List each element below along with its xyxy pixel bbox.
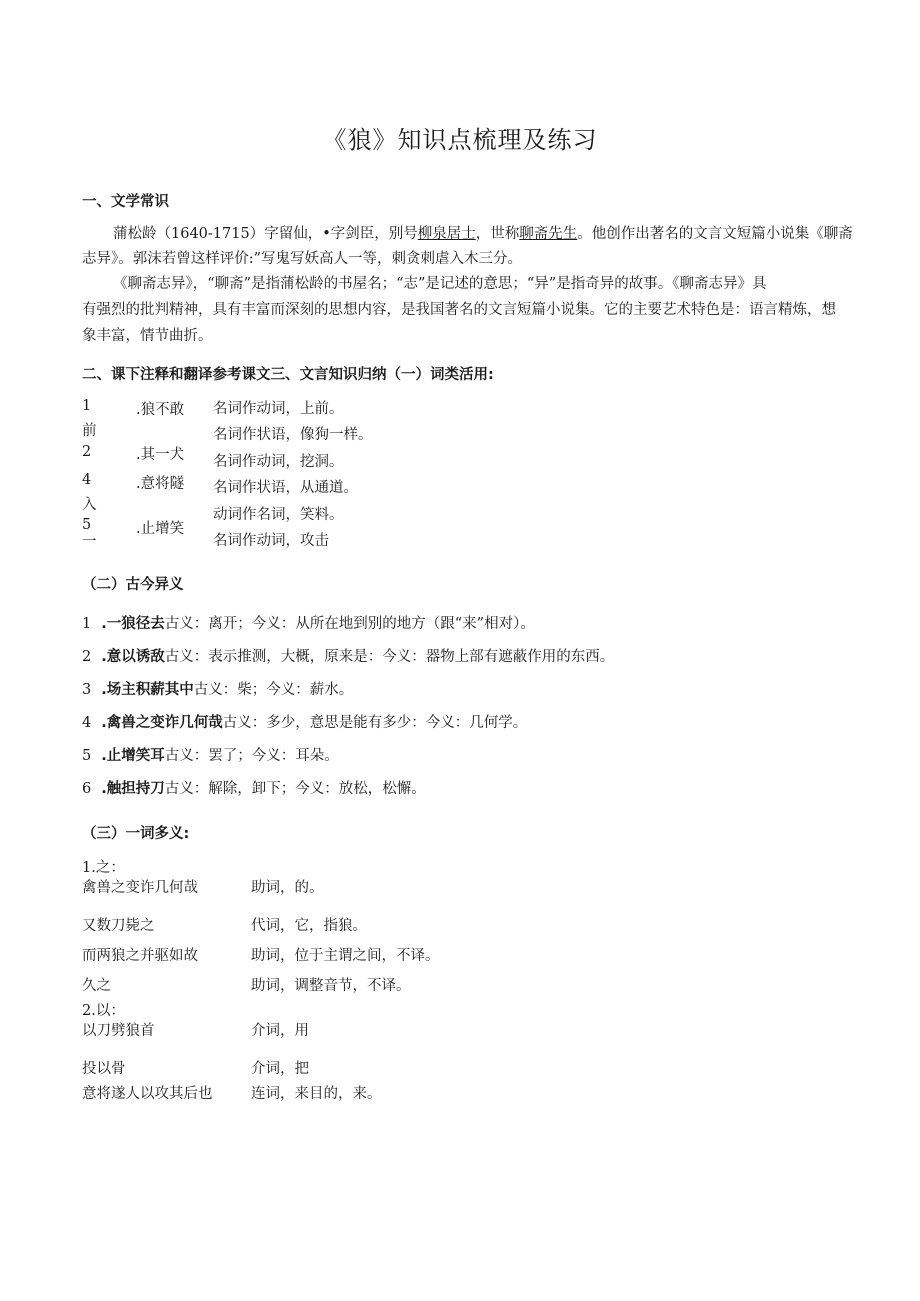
item-number: 3	[82, 682, 92, 698]
polysemy-group-label: 1.之：	[82, 860, 125, 876]
wordclass-meaning: 名词作动词，挖洞。	[213, 454, 344, 470]
honorific-name: 聊斋先生	[519, 226, 578, 242]
item-phrase: .一狼径去	[101, 616, 165, 632]
polysemy-phrase: 意将遂人以攻其后也	[82, 1086, 213, 1102]
polysemy-meaning: 助词，位于主谓之间，不译。	[251, 948, 440, 964]
item-number: 4	[82, 715, 92, 731]
polysemy-meaning: 助词，调整音节，不译。	[251, 978, 411, 994]
polysemy-meaning: 介词，用	[251, 1023, 309, 1039]
meaning-item	[82, 645, 614, 666]
wordclass-phrase: .意将隧	[136, 476, 185, 492]
author-text-c: 。他创作出著名的文言文短篇小说集《聊斋	[577, 226, 853, 242]
polysemy-meaning: 助词，的。	[251, 880, 324, 896]
section-heading-literature: 一、文学常识	[82, 194, 169, 210]
wordclass-phrase: .止增笑	[136, 521, 185, 537]
item-phrase: .禽兽之变诈几何哉	[101, 715, 223, 731]
wordclass-num: 前	[82, 423, 97, 439]
item-explanation: 古义：离开；今义：从所在地到别的地方（跟“来”相对）。	[164, 616, 535, 632]
meaning-item	[82, 711, 527, 732]
polysemy-meaning: 连词，来目的，来。	[251, 1086, 382, 1102]
polysemy-phrase: 投以骨	[82, 1061, 126, 1077]
wordclass-num: 入	[82, 497, 97, 513]
pen-name: 柳泉居士	[417, 226, 476, 242]
item-phrase: .止增笑耳	[101, 748, 165, 764]
wordclass-meaning: 名词作动词，上前。	[213, 401, 344, 417]
polysemy-meaning: 介词，把	[251, 1061, 309, 1077]
section-heading-ancient-modern: （二）古今异义	[82, 577, 184, 593]
section-heading-word-class: 二、课下注释和翻译参考课文三、文言知识归纳（一）词类活用:	[82, 367, 494, 383]
author-text-a: 蒲松龄（1640-1715）字留仙，•字剑臣，别号	[113, 226, 418, 242]
section-heading-polysemy: （三）一词多义:	[82, 826, 190, 842]
wordclass-num: 5	[82, 517, 92, 533]
meaning-item	[82, 777, 426, 798]
item-phrase: .意以诱敌	[101, 649, 165, 665]
item-number: 2	[82, 649, 92, 665]
polysemy-meaning: 代词，它，指狼。	[251, 918, 367, 934]
item-phrase: .触担持刀	[101, 781, 165, 797]
item-number: 5	[82, 748, 92, 764]
wordclass-meaning: 名词作状语，从通道。	[213, 480, 358, 496]
item-number: 6	[82, 781, 92, 797]
wordclass-num: 一	[82, 534, 97, 550]
item-phrase: .场主积薪其中	[101, 682, 194, 698]
paragraph-book-line2: 有强烈的批判精神，具有丰富而深刻的思想内容，是我国著名的文言短篇小说集。它的主要艺术特色是：语言精炼，想	[82, 302, 836, 318]
wordclass-meaning: 名词作动词，攻击	[213, 533, 329, 549]
item-explanation: 古义：表示推测，大概，原来是：今义：器物上部有遮蔽作用的东西。	[164, 649, 615, 665]
paragraph-author-line2: 志异》。郭沫若曾这样评价:”写鬼写妖高人一等，刺贪刺虐入木三分。	[82, 251, 523, 267]
paragraph-book-line1: 《聊斋志异》，“聊斋”是指蒲松龄的书屋名；“志”是记述的意思；“异”是指奇异的故事。《聊斋志异》具	[113, 276, 767, 292]
item-number: 1	[82, 616, 92, 632]
page-title: 《狼》知识点梳理及练习	[322, 126, 598, 154]
paragraph-book-line3: 象丰富，情节曲折。	[82, 328, 213, 344]
polysemy-phrase: 又数刀毙之	[82, 918, 155, 934]
meaning-item	[82, 612, 535, 633]
wordclass-num: 1	[82, 398, 92, 414]
item-explanation: 古义：解除，卸下；今义：放松，松懈。	[164, 781, 426, 797]
wordclass-num: 4	[82, 472, 92, 488]
wordclass-meaning: 名词作状语，像狗一样。	[213, 427, 373, 443]
polysemy-phrase: 禽兽之变诈几何哉	[82, 880, 198, 896]
author-text-b: ，世称	[475, 226, 520, 242]
polysemy-phrase: 而两狼之并驱如故	[82, 948, 198, 964]
wordclass-phrase: .其一犬	[136, 447, 185, 463]
polysemy-group-label: 2.以：	[82, 1003, 125, 1019]
meaning-item	[82, 678, 353, 699]
paragraph-author-line1	[113, 222, 853, 243]
polysemy-phrase: 久之	[82, 978, 111, 994]
wordclass-phrase: .狼不敢	[136, 402, 185, 418]
item-explanation: 古义：柴；今义：薪水。	[193, 682, 354, 698]
item-explanation: 古义：罢了；今义：耳朵。	[164, 748, 339, 764]
polysemy-phrase: 以刀劈狼首	[82, 1023, 155, 1039]
item-explanation: 古义：多少，意思是能有多少：今义：几何学。	[222, 715, 528, 731]
wordclass-meaning: 动词作名词，笑料。	[213, 507, 344, 523]
wordclass-num: 2	[82, 444, 92, 460]
meaning-item	[82, 744, 339, 765]
